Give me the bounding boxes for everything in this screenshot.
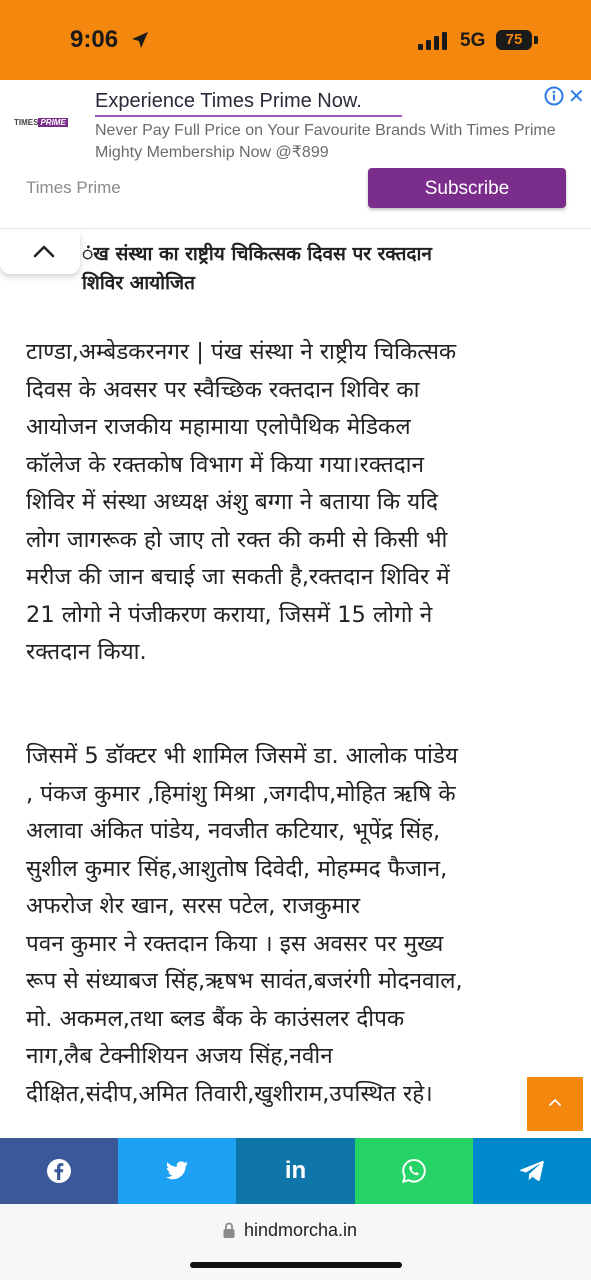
article-line: शिविर में संस्था अध्यक्ष अंशु बग्गा ने बताया कि यदि: [26, 489, 438, 515]
article-paragraph-1: [26, 334, 576, 672]
status-bar: [0, 0, 591, 80]
twitter-icon: [165, 1161, 189, 1181]
ad-banner[interactable]: [0, 80, 591, 229]
article-line: मो. अकमल,तथा ब्लड बैंक के काउंसलर दीपक: [26, 1005, 405, 1032]
share-bar: [0, 1138, 591, 1204]
battery-icon: [496, 30, 532, 50]
article-line: दीक्षित,संदीप,अमित तिवारी,खुशीराम,उपस्थित रहे।: [26, 1080, 433, 1107]
article-line: सुशील कुमार सिंह,आशुतोष दिवेदी, मोहम्मद फैजान,: [26, 855, 448, 882]
signal-icon: [418, 32, 452, 50]
telegram-icon: [519, 1159, 545, 1183]
advertiser-logo: [14, 118, 68, 127]
article-line: , पंकज कुमार ,हिमांशु मिश्रा ,जगदीप,मोहित ऋषि के: [26, 780, 456, 807]
url-text[interactable]: hindmorcha.in: [244, 1220, 358, 1240]
whatsapp-icon: [401, 1158, 427, 1184]
article-headline: ंख संस्था का राष्ट्रीय चिकित्सक दिवस पर रक्तदान शिविर आयोजित: [82, 243, 432, 294]
battery-level: 75: [505, 31, 523, 48]
logo-text-prime: PRIME: [40, 118, 66, 127]
info-icon[interactable]: [544, 86, 564, 106]
chevron-up-icon: [32, 242, 56, 260]
lock-icon: [222, 1221, 236, 1239]
home-indicator[interactable]: [190, 1262, 402, 1268]
linkedin-icon: in: [284, 1157, 307, 1184]
close-icon[interactable]: ✕: [568, 84, 585, 108]
logo-text-times: TIMES: [14, 118, 39, 127]
share-whatsapp-button[interactable]: [355, 1138, 473, 1204]
share-facebook-button[interactable]: [0, 1138, 118, 1204]
article-line: नाग,लैब टेक्नीशियन अजय सिंह,नवीन: [26, 1043, 333, 1069]
article-paragraph-2: [26, 738, 576, 1113]
status-time: 9:06: [70, 26, 119, 53]
ad-advertiser-name: Times Prime: [26, 178, 121, 197]
location-arrow-icon: [130, 30, 150, 50]
article-line: रूप से संध्याबज सिंह,ऋषभ सावंत,बजरंगी मोदनवाल,: [26, 968, 463, 994]
article-line: लोग जागरूक हो जाए तो रक्त की कमी से किसी भी: [26, 526, 448, 553]
ad-headline-underline: [95, 115, 402, 117]
browser-address-bar[interactable]: [0, 1204, 591, 1280]
article-line: जिसमें 5 डॉक्टर भी शामिल जिसमें डा. आलोक पांडेय: [26, 743, 458, 769]
scroll-to-top-button[interactable]: [527, 1077, 583, 1131]
share-telegram-button[interactable]: [473, 1138, 591, 1204]
article-line: आयोजन राजकीय महामाया एलोपैथिक मेडिकल: [26, 414, 411, 440]
collapse-ad-button[interactable]: [0, 232, 80, 274]
chevron-up-icon: [548, 1095, 562, 1109]
network-type: 5G: [460, 30, 486, 51]
battery-cap: [534, 36, 538, 44]
ad-headline[interactable]: Experience Times Prime Now.: [95, 90, 362, 112]
article-line: अफरोज शेर खान, सरस पटेल, राजकुमार: [26, 893, 361, 919]
article-line: कॉलेज के रक्तकोष विभाग में किया गया।रक्तदान: [26, 451, 424, 478]
article-line: रक्तदान किया.: [26, 639, 147, 665]
article-line: 21 लोगो ने पंजीकरण कराया, जिसमें 15 लोगो ने: [26, 601, 433, 628]
article-line: मरीज की जान बचाई जा सकती है,रक्तदान शिविर में: [26, 564, 450, 590]
share-linkedin-button[interactable]: [236, 1138, 354, 1204]
ad-body: Never Pay Full Price on Your Favourite Brands With Times Prime Mighty Membership Now @₹899: [95, 122, 556, 161]
share-twitter-button[interactable]: [118, 1138, 236, 1204]
subscribe-button[interactable]: Subscribe: [368, 168, 566, 208]
article-line: टाण्डा,अम्बेडकरनगर | पंख संस्था ने राष्ट्रीय चिकित्सक: [26, 339, 457, 365]
article-line: दिवस के अवसर पर स्वैच्छिक रक्तदान शिविर का: [26, 376, 420, 403]
facebook-icon: [46, 1158, 72, 1184]
article-line: पवन कुमार ने रक्तदान किया । इस अवसर पर मुख्य: [26, 930, 444, 957]
article-line: अलावा अंकित पांडेय, नवजीत कटियार, भूपेंद्र सिंह,: [26, 818, 441, 844]
